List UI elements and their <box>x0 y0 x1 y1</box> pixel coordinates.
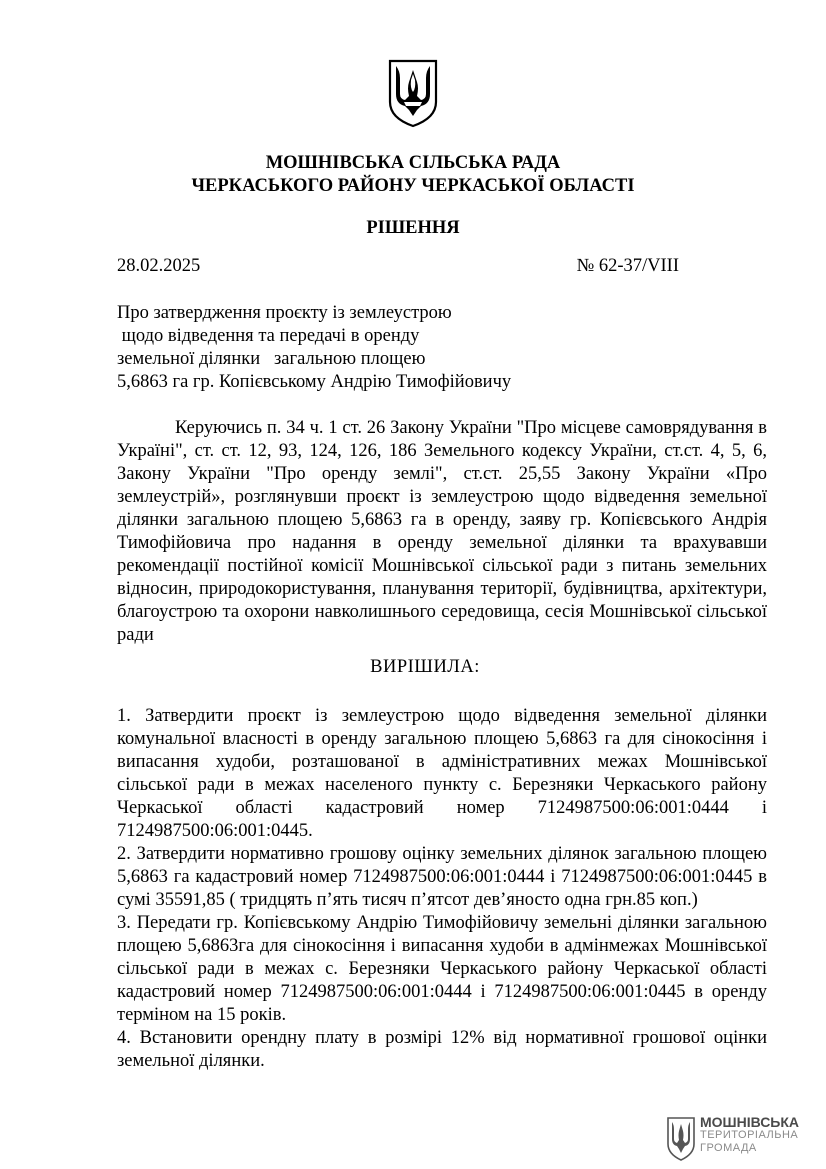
decision-item: 3. Передати гр. Копієвському Андрію Тимофійовичу земельні ділянки загальною площею 5,6863га для сінокосіння і випасання худоби в адмінмежах Мошнівської сільської ради в межах с. Березняки Черкаського району Черкаської області кадастровий номер 7124987500:06:001:0444 і 7124987500:06:001:0445 в оренду терміном на 15 років. <box>117 913 767 1025</box>
decision-items-list <box>117 705 767 1073</box>
decision-subject <box>117 302 511 394</box>
council-region: ЧЕРКАСЬКОГО РАЙОНУ ЧЕРКАСЬКОЇ ОБЛАСТІ <box>191 176 635 196</box>
council-name: МОШНІВСЬКА СІЛЬСЬКА РАДА <box>265 153 561 173</box>
preamble-paragraph <box>117 417 767 647</box>
logo-text: ГРОМАДА <box>700 1142 757 1154</box>
decision-item: 4. Встановити орендну плату в розмірі 12% від нормативної грошової оцінки земельної ділянки. <box>117 1028 767 1071</box>
logo-text: ТЕРИТОРІАЛЬНА <box>700 1129 799 1141</box>
subject-line: 5,6863 га гр. Копієвському Андрію Тимофійовичу <box>117 372 512 392</box>
trident-emblem-icon <box>387 58 439 128</box>
subject-line: земельної ділянки загальною площею <box>117 349 426 369</box>
trident-emblem-icon <box>666 1116 696 1162</box>
decision-number: № 62-37/VIII <box>576 256 679 276</box>
decided-heading: ВИРІШИЛА: <box>370 657 480 677</box>
preamble-text: Керуючись п. 34 ч. 1 ст. 26 Закону України "Про місцеве самоврядування в Україні", ст. ст. 12, 93, 124, 126, 186 Земельного кодексу України, ст.ст. 4, 5, 6, Закону України "Про оренду землі", ст.ст. 25,55 Закону України «Про землеустрій», розглянувши проєкт із землеустрою щодо відведення земельної ділянки загальною площею 5,6863 га в оренду, заяву гр. Копієвського Андрія Тимофійовича про надання в оренду земельної ділянки та врахувавши рекомендації постійної комісії Мошнівської сільської ради з питань земельних відносин, природокористування, планування території, будівництва, архітектури, благоустрою та охорони навколишнього середовища, сесія Мошнівської сільської ради <box>117 418 767 645</box>
subject-line: щодо відведення та передачі в оренду <box>117 326 420 346</box>
logo-text: МОШНІВСЬКА <box>700 1114 800 1130</box>
decision-date: 28.02.2025 <box>117 256 201 276</box>
community-logo <box>666 1116 806 1164</box>
decision-item: 2. Затвердити нормативно грошову оцінку земельних ділянок загальною площею 5,6863 га кадастровий номер 7124987500:06:001:0444 і 7124987500:06:001:0445 в сумі 35591,85 ( тридцять п’ять тисяч п’ятсот дев’яносто одна грн.85 коп.) <box>117 844 767 910</box>
subject-line: Про затвердження проєкту із землеустрою <box>117 303 452 323</box>
council-header <box>0 152 826 198</box>
document-type-title: РІШЕННЯ <box>366 218 460 238</box>
decision-item: 1. Затвердити проєкт із землеустрою щодо відведення земельної ділянки комунальної власності в оренду загальною площею 5,6863 га для сінокосіння і випасання худоби, розташованої в адміністративних межах Мошнівської сільської ради в межах населеного пункту с. Березняки Черкаського району Черкаської області кадастровий номер 7124987500:06:001:0444 і 7124987500:06:001:0445. <box>117 706 767 841</box>
